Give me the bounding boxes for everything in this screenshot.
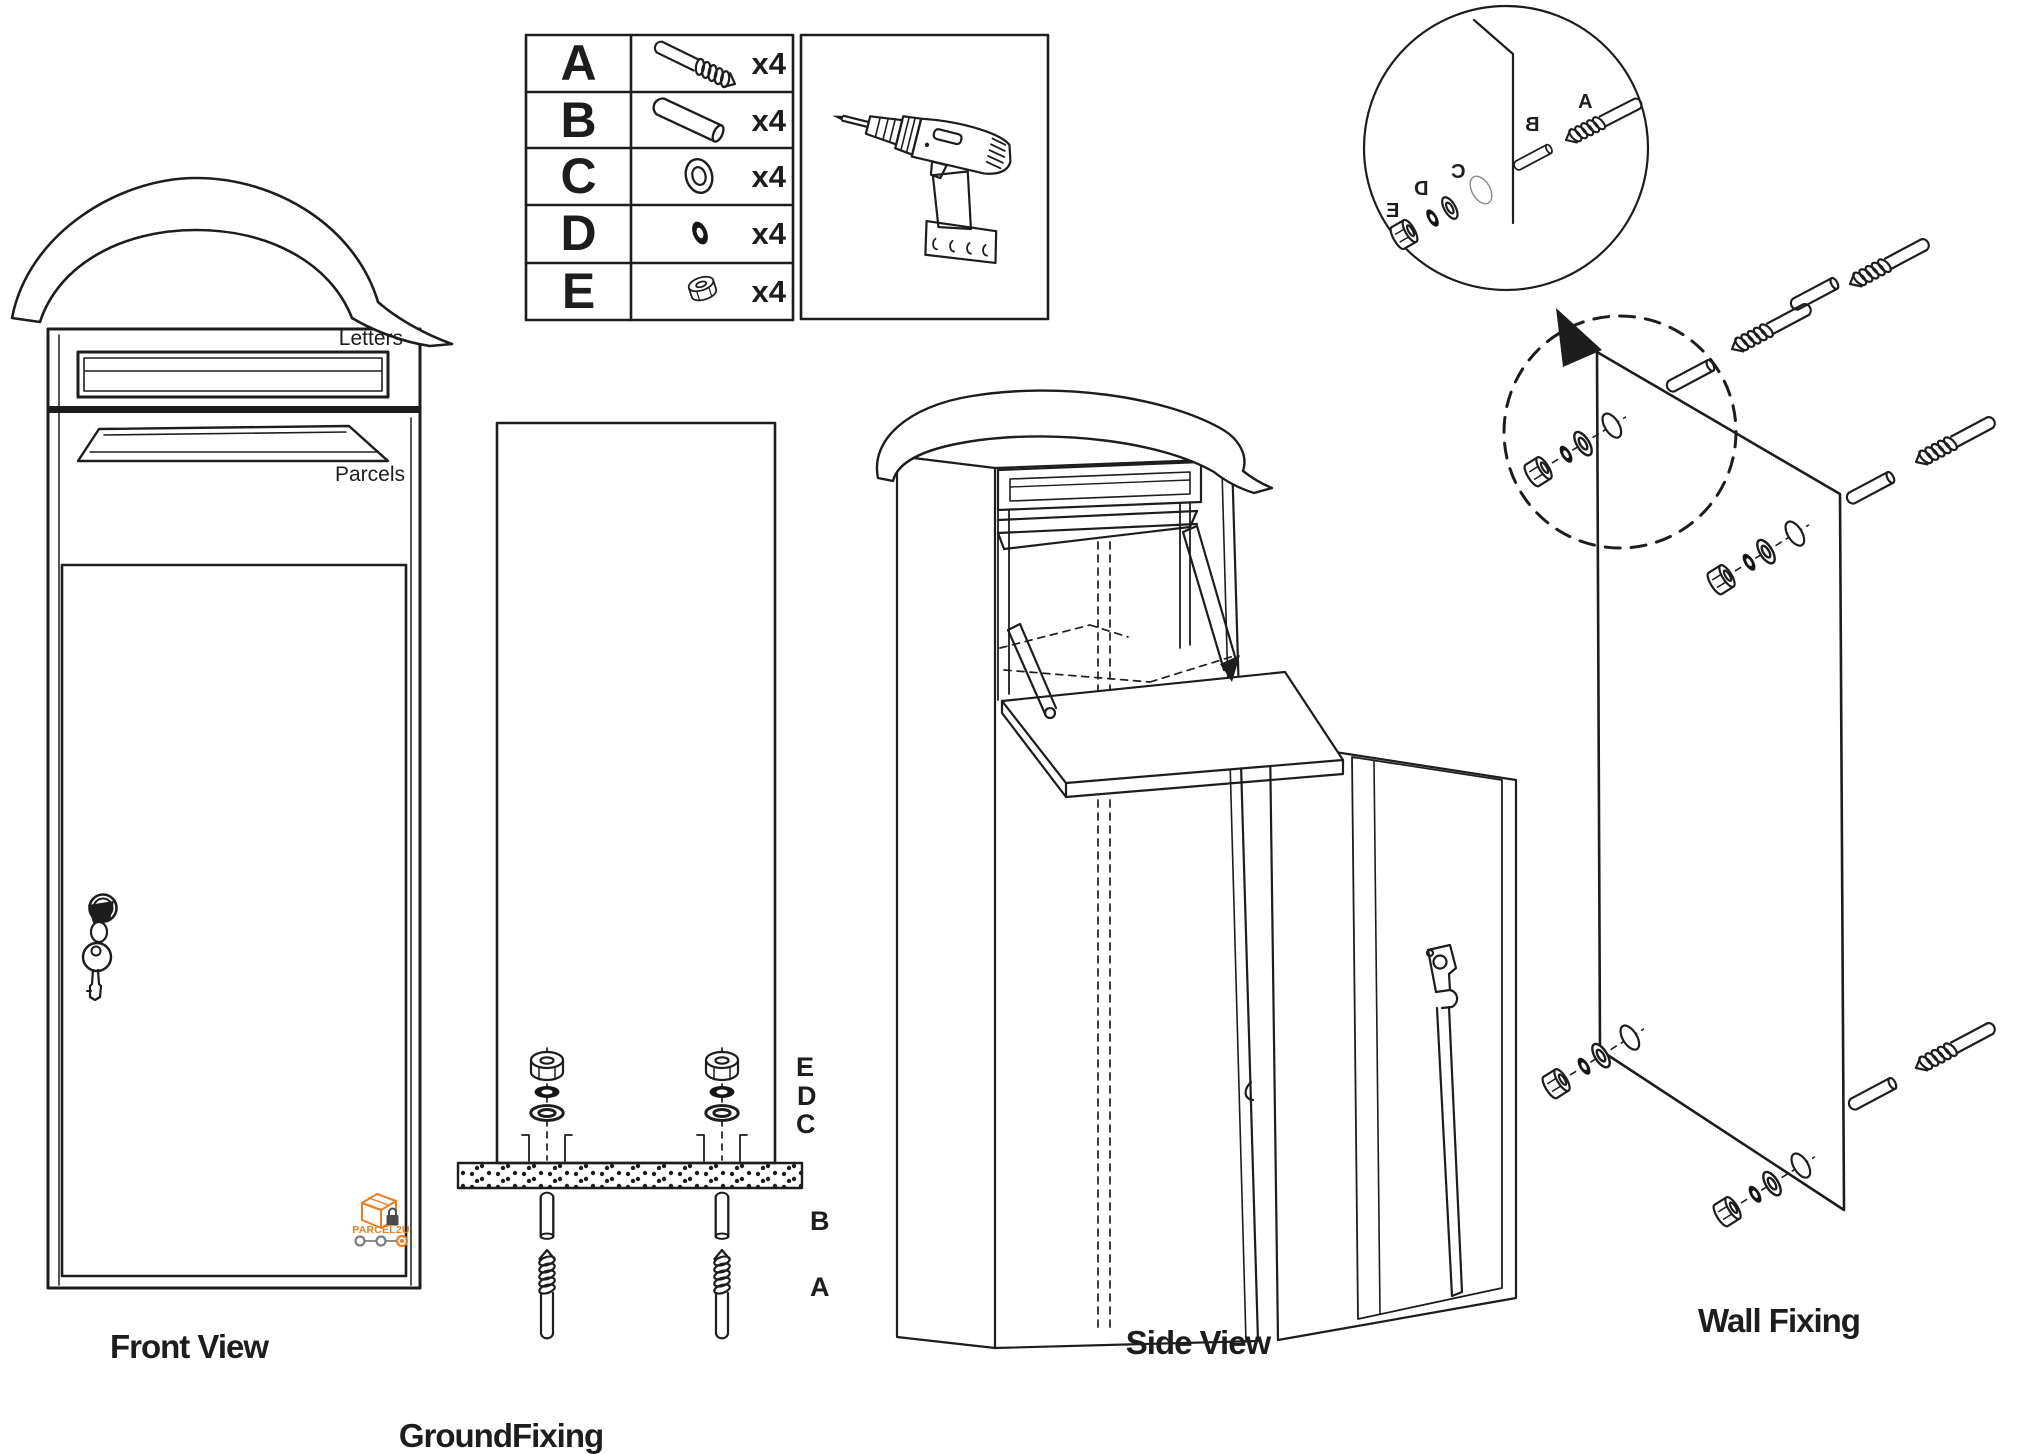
fixing-detail-circle bbox=[1364, 6, 1648, 290]
letters-label: Letters bbox=[338, 327, 403, 350]
detail-label-a: A bbox=[1578, 91, 1593, 113]
wall-corner bbox=[1474, 20, 1513, 223]
wall-fixing-caption: Wall Fixing bbox=[1698, 1302, 1860, 1339]
open-door bbox=[1270, 742, 1516, 1340]
ground-fixing-diagram bbox=[458, 423, 802, 1338]
wall-plug-icon bbox=[1847, 1077, 1898, 1112]
screw-icon bbox=[1562, 94, 1644, 147]
anchor-stack-right bbox=[697, 1048, 747, 1338]
ground-fixing-caption: GroundFixing bbox=[398, 1417, 604, 1454]
wall-plug-icon bbox=[1512, 144, 1553, 172]
wall-plate bbox=[1597, 352, 1844, 1210]
front-view-caption: Front View bbox=[109, 1328, 269, 1365]
keys-on-ring-icon bbox=[83, 895, 117, 1001]
tracking-dots-icon bbox=[356, 1236, 408, 1246]
detail-label-c: C bbox=[1451, 161, 1466, 183]
wall-plug-icon bbox=[1789, 277, 1840, 312]
corner-arrow bbox=[1556, 308, 1602, 367]
front-door-panel bbox=[62, 565, 406, 1276]
wall-plug-icon bbox=[1665, 359, 1716, 394]
bolt-set bbox=[1539, 1018, 1650, 1101]
detail-label-e: E bbox=[1386, 200, 1400, 222]
parcel-slot bbox=[78, 426, 388, 461]
side-view-caption: Side View bbox=[1125, 1324, 1271, 1361]
ground-label-e: E bbox=[796, 1052, 815, 1082]
front-panel bbox=[995, 459, 1258, 1348]
logo-brand-text: PARCEL2U bbox=[352, 1224, 410, 1236]
part-id-e: E bbox=[561, 263, 596, 319]
ground-label-d: D bbox=[797, 1081, 817, 1111]
part-qty-d: x4 bbox=[751, 216, 786, 251]
part-id-a: A bbox=[560, 35, 597, 91]
ground-label-a: A bbox=[810, 1272, 830, 1302]
screw-icon bbox=[1912, 1019, 1998, 1076]
drop-flap bbox=[1002, 672, 1343, 797]
ground-plate bbox=[458, 1163, 802, 1188]
side-view-diagram bbox=[877, 391, 1516, 1348]
part-id-d: D bbox=[560, 205, 597, 261]
ground-label-b: B bbox=[810, 1206, 830, 1236]
roof bbox=[12, 178, 452, 346]
screw-icon bbox=[1912, 413, 1998, 470]
bolt-set bbox=[1704, 514, 1815, 597]
wall-plug-icon bbox=[1845, 471, 1896, 506]
side-roof bbox=[877, 391, 1272, 493]
part-id-c: C bbox=[560, 148, 597, 204]
drill-icon bbox=[805, 93, 1026, 271]
anchor-stack-left bbox=[522, 1048, 572, 1338]
screw-icon bbox=[1846, 235, 1932, 292]
part-qty-b: x4 bbox=[751, 103, 786, 138]
parcels-label: Parcels bbox=[334, 463, 405, 486]
padlock-icon bbox=[387, 1209, 399, 1226]
bolt-set bbox=[1521, 406, 1632, 489]
detail-label-d: D bbox=[1414, 178, 1429, 200]
side-letter-slot bbox=[998, 462, 1201, 510]
ground-label-c: C bbox=[796, 1109, 816, 1139]
side-panel bbox=[897, 456, 995, 1348]
detail-label-b: B bbox=[1525, 114, 1540, 136]
part-id-b: B bbox=[560, 92, 597, 148]
part-qty-e: x4 bbox=[751, 274, 786, 309]
letter-slot bbox=[78, 352, 388, 397]
wall-fixing-diagram bbox=[1504, 235, 1998, 1229]
part-qty-c: x4 bbox=[751, 159, 786, 194]
divider-bar bbox=[48, 406, 420, 413]
part-qty-a: x4 bbox=[751, 46, 786, 81]
